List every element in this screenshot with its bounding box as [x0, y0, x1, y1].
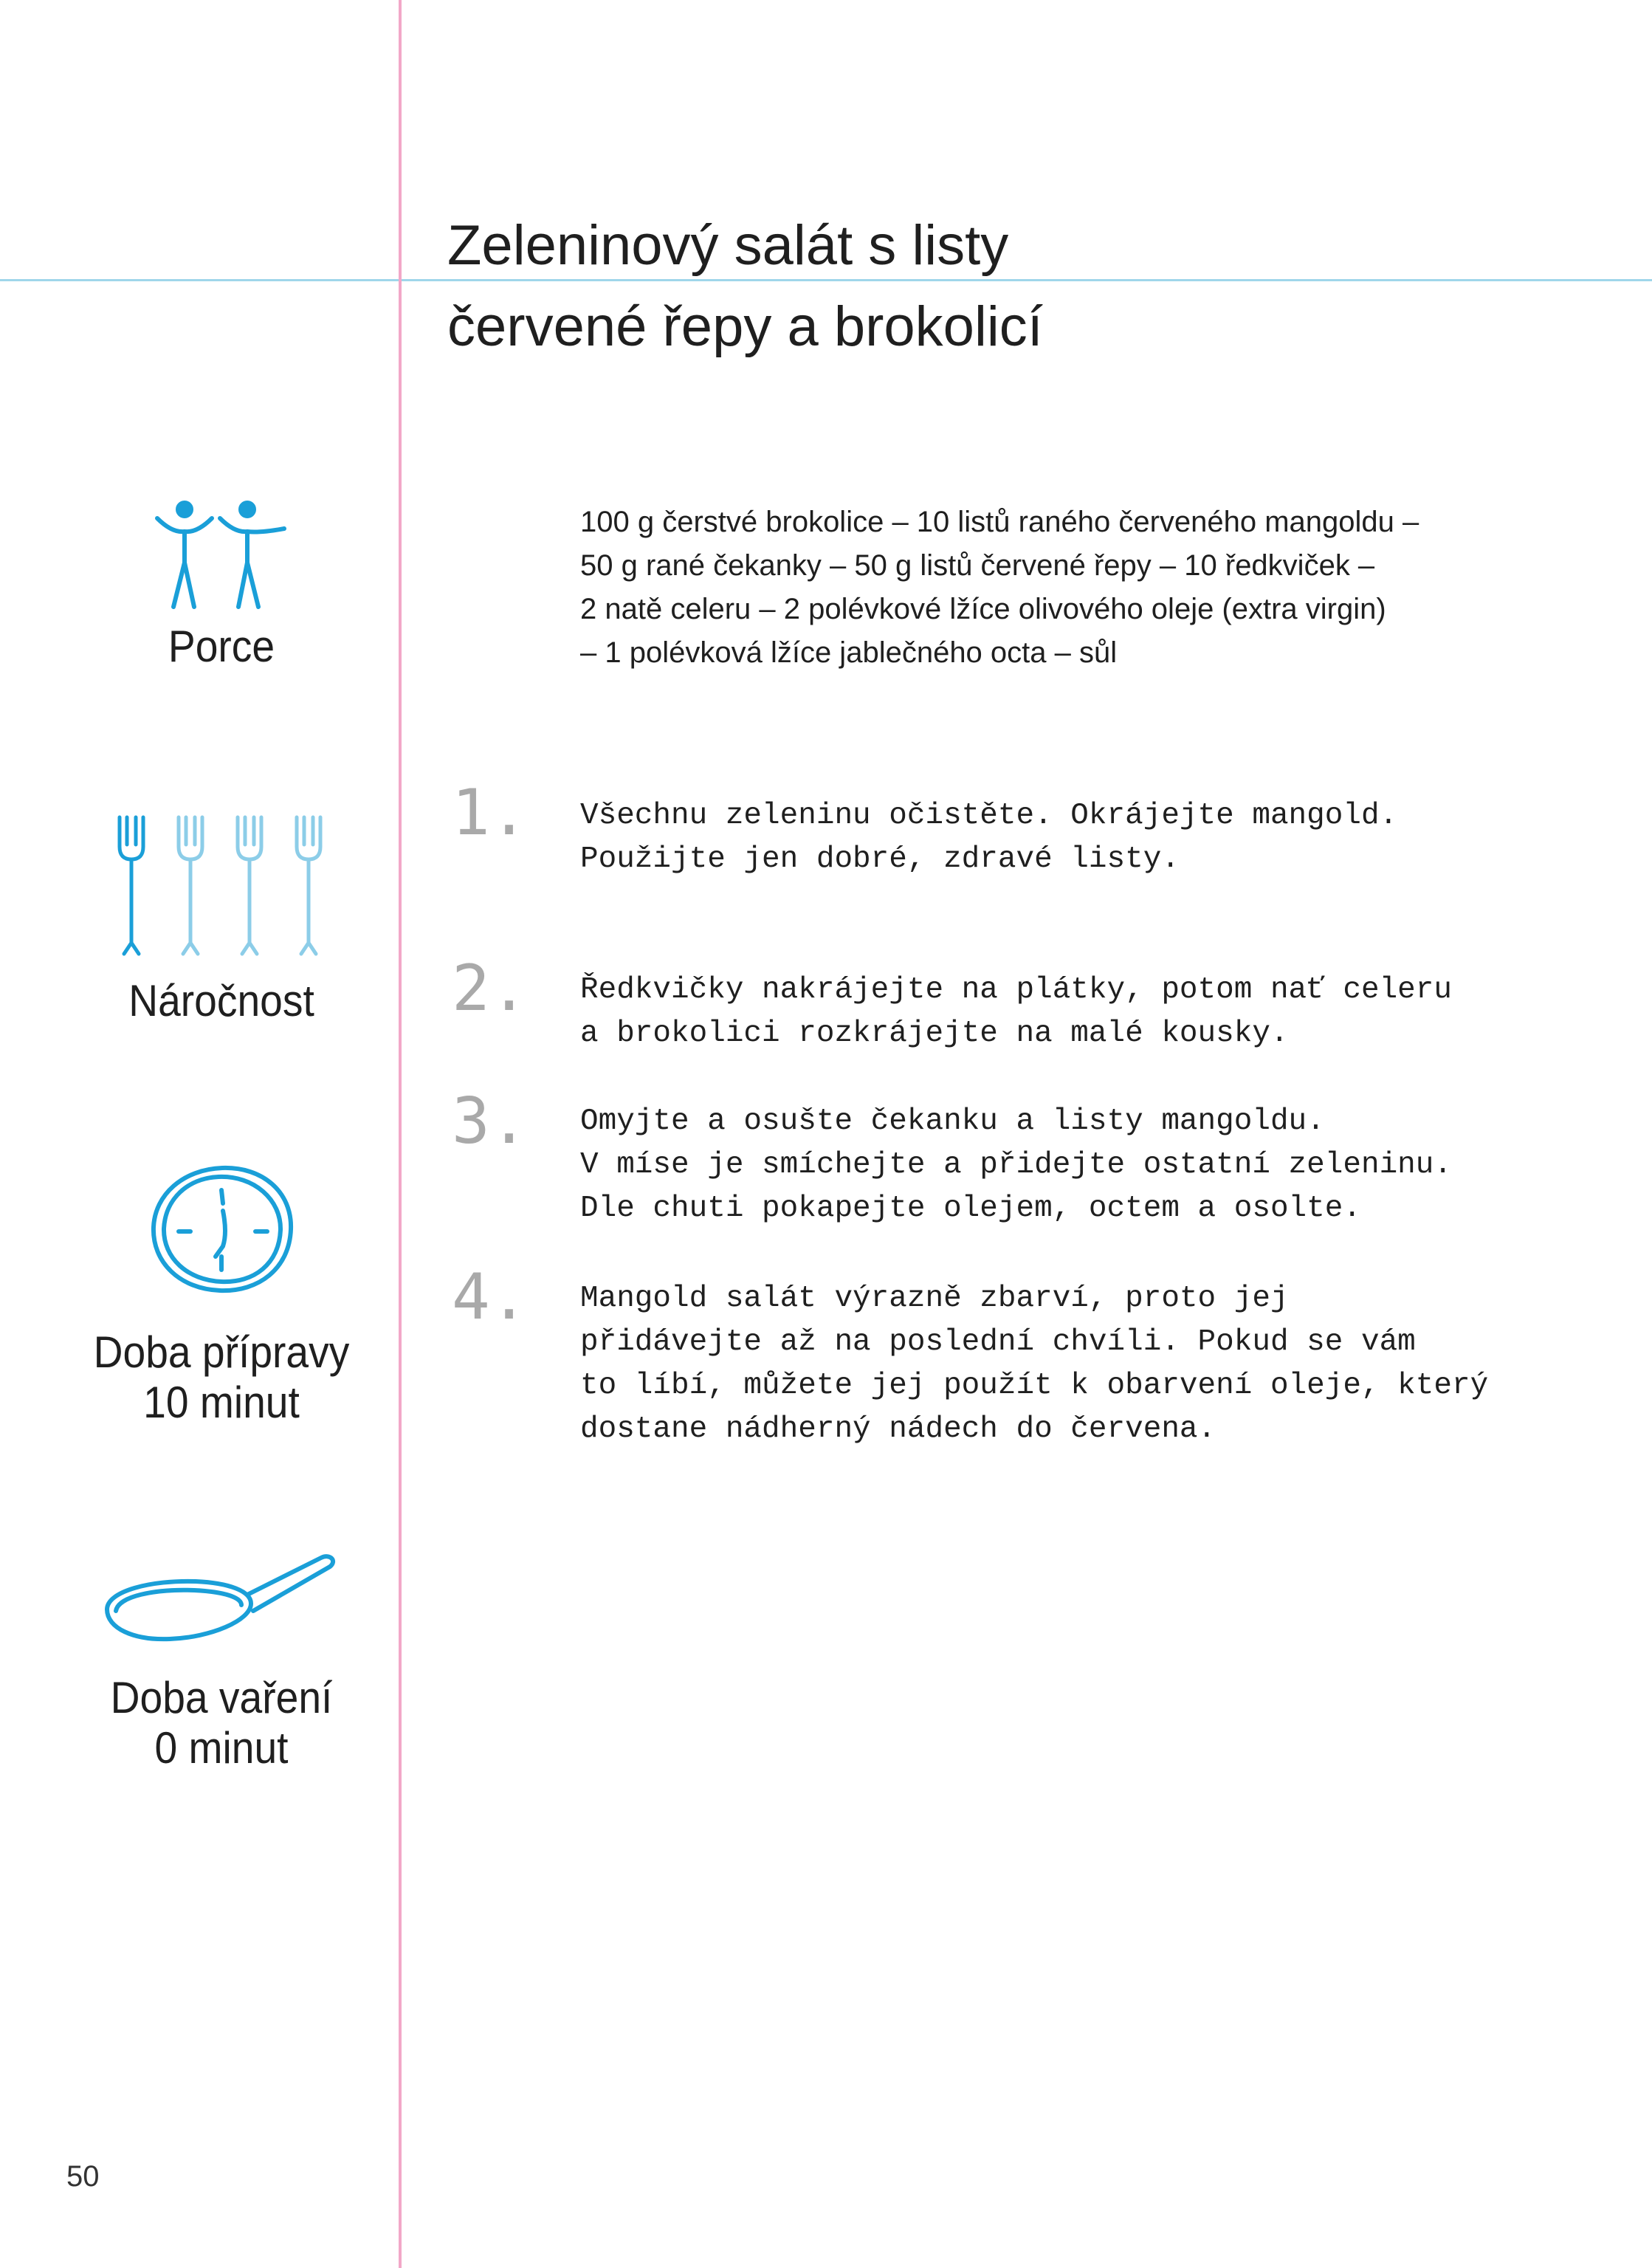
- recipe-title-line: Zeleninový salát s listy: [447, 214, 1009, 277]
- step-line: Ředkvičky nakrájejte na plátky, potom nať celeru: [580, 973, 1452, 1007]
- page-bottom-blank: [0, 2060, 1652, 2268]
- step-number: 1.: [452, 776, 529, 850]
- recipe-title: [447, 205, 1555, 368]
- step-line: V míse je smíchejte a přidejte ostatní zeleninu.: [580, 1148, 1452, 1182]
- step-line: přidávejte až na poslední chvíli. Pokud se vám: [580, 1325, 1416, 1359]
- cook-time-value: 0 minut: [154, 1723, 289, 1773]
- step-line: Omyjte a osušte čekanku a listy mangoldu.: [580, 1104, 1325, 1138]
- step-line: Všechnu zeleninu očistěte. Okrájejte mangold.: [580, 799, 1398, 833]
- step-line: a brokolici rozkrájejte na malé kousky.: [580, 1017, 1289, 1051]
- prep-time: [58, 1327, 385, 1428]
- frying-pan-icon: [100, 1550, 347, 1646]
- step-text: [580, 794, 1540, 882]
- servings-label: Porce: [168, 622, 275, 671]
- step-line: to líbí, můžete jej použít k obarvení oleje, který: [580, 1369, 1489, 1403]
- two-people-icon: [151, 496, 292, 614]
- ingredients-list: [580, 501, 1540, 675]
- step-text: [580, 1100, 1540, 1231]
- step-number: 2.: [452, 952, 529, 1025]
- forks-icon: [111, 814, 332, 958]
- difficulty-label: Náročnost: [128, 976, 314, 1025]
- recipe-title-line: červené řepy a brokolicí: [447, 295, 1043, 358]
- clock-icon: [145, 1159, 300, 1299]
- step-line: Mangold salát výrazně zbarví, proto jej: [580, 1282, 1289, 1316]
- ingredient-line: 100 g čerstvé brokolice – 10 listů raného červeného mangoldu –: [580, 506, 1419, 538]
- cook-time: [58, 1673, 385, 1773]
- ingredient-line: – 1 polévková lžíce jablečného octa – sůl: [580, 636, 1118, 669]
- step-line: Dle chuti pokapejte olejem, octem a osolte.: [580, 1192, 1361, 1226]
- margin-line: [399, 0, 402, 2268]
- step-line: Použijte jen dobré, zdravé listy.: [580, 842, 1180, 876]
- prep-time-label: Doba přípravy: [93, 1327, 350, 1377]
- prep-time-value: 10 minut: [143, 1378, 300, 1427]
- step-number: 3.: [452, 1085, 529, 1158]
- ingredient-line: 2 natě celeru – 2 polévkové lžíce olivového oleje (extra virgin): [580, 593, 1386, 625]
- step-text: [580, 969, 1540, 1056]
- step-number: 4.: [452, 1260, 529, 1334]
- page-number: 50: [66, 2160, 100, 2193]
- ingredient-line: 50 g rané čekanky – 50 g listů červené řepy – 10 ředkviček –: [580, 549, 1375, 582]
- step-text: [580, 1277, 1540, 1451]
- step-line: dostane nádherný nádech do červena.: [580, 1412, 1216, 1446]
- cook-time-label: Doba vaření: [110, 1673, 333, 1722]
